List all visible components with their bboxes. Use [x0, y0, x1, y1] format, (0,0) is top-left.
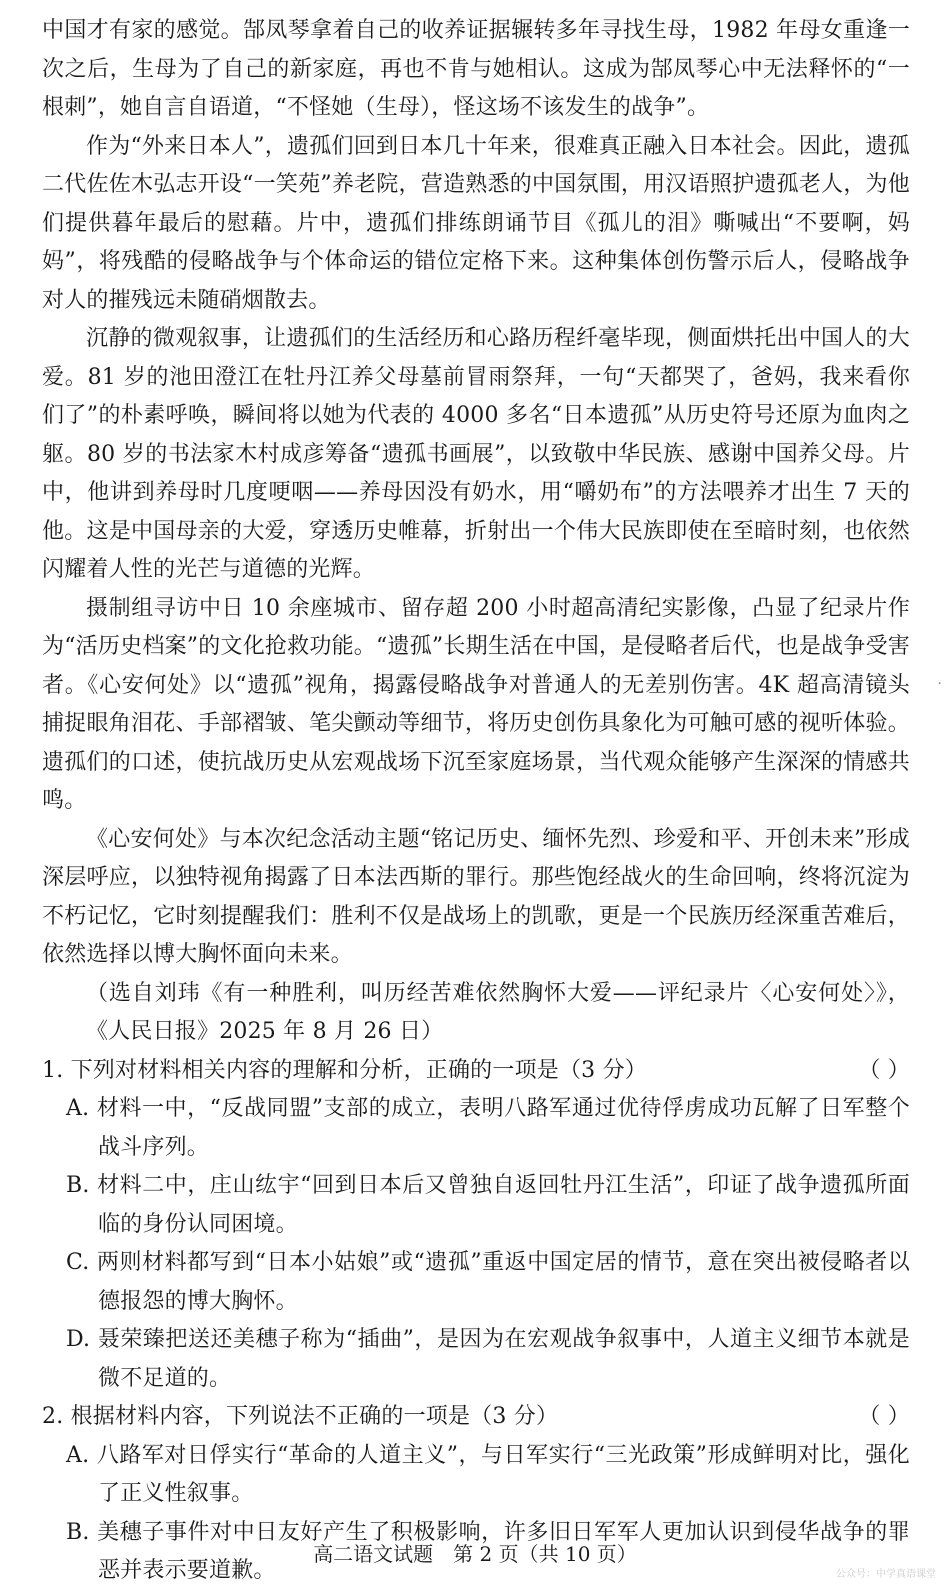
page-footer: 高二语文试题 第 2 页（共 10 页）	[313, 1542, 637, 1566]
question-1-answer-blank: （ ）	[858, 1057, 910, 1083]
passage-source-citation: （选自刘玮《有一种胜利，叫历经苦难依然胸怀大爱——评纪录片〈心安何处〉》，《人民日报》2025 年 8 月 26 日）	[86, 980, 910, 1044]
passage-paragraph-4: 摄制组寻访中日 10 余座城市、留存超 200 小时超高清纪实影像，凸显了纪录片作为“活历史档案”的文化抢救功能。“遗孤”长期生活在中国，是侵略者后代，也是战争受害者。《心安何处》以“遗孤”视角，揭露侵略战争对普通人的无差别伤害。4K 超高清镜头捕捉眼角泪花、手部褶皱、笔尖颤动等细节，将历史创伤具象化为可触可感的视听体验。遗孤们的口述，使抗战历史从宏观战场下沉至家庭场景，当代观众能够产生深深的情感共鸣。	[42, 595, 910, 813]
page-content	[42, 12, 910, 1591]
passage-paragraph-2: 作为“外来日本人”，遗孤们回到日本几十年来，很难真正融入日本社会。因此，遗孤二代佐佐木弘志开设“一笑苑”养老院，营造熟悉的中国氛围，用汉语照护遗孤老人，为他们提供暮年最后的慰藉。片中，遗孤们排练朗诵节目《孤儿的泪》嘶喊出“不要啊，妈妈”，将残酷的侵略战争与个体命运的错位定格下来。这种集体创伤警示后人，侵略战争对人的摧残远未随硝烟散去。	[42, 133, 910, 313]
question-2-option-a: A. 八路军对日俘实行“革命的人道主义”，与日军实行“三光政策”形成鲜明对比，强化了正义性叙事。	[66, 1442, 910, 1506]
question-1-option-c: C. 两则材料都写到“日本小姑娘”或“遗孤”重返中国定居的情节，意在突出被侵略者以德报怨的博大胸怀。	[66, 1250, 910, 1314]
question-2-option-b: B. 美穗子事件对中日友好产生了积极影响，许多旧日军军人更加认识到侵华战争的罪恶并表示要道歉。	[66, 1519, 910, 1583]
question-1	[42, 1052, 910, 1399]
question-1-stem: 1. 下列对材料相关内容的理解和分析，正确的一项是（3 分）	[42, 1057, 647, 1083]
question-1-stem-row	[42, 1052, 910, 1091]
passage-paragraph-3: 沉静的微观叙事，让遗孤们的生活经历和心路历程纤毫毕现，侧面烘托出中国人的大爱。81 岁的池田澄江在牡丹江养父母墓前冒雨祭拜，一句“天都哭了，爸妈，我来看你们了”的朴素呼唤，瞬间将以她为代表的 4000 多名“日本遗孤”从历史符号还原为血肉之躯。80 岁的书法家木村成彦筹备“遗孤书画展”，以致敬中华民族、感谢中国养父母。片中，他讲到养母时几度哽咽——养母因没有奶水，用“嚼奶布”的方法喂养才出生 7 天的他。这是中国母亲的大爱，穿透历史帷幕，折射出一个伟大民族即使在至暗时刻，也依然闪耀着人性的光芒与道德的光辉。	[42, 326, 910, 582]
question-2-stem: 2. 根据材料内容，下列说法不正确的一项是（3 分）	[42, 1404, 559, 1429]
question-1-option-b: B. 材料二中，庄山纮宇“回到日本后又曾独自返回牡丹江生活”，印证了战争遗孤所面临的身份认同困境。	[66, 1173, 910, 1237]
question-1-option-a: A. 材料一中，“反战同盟”支部的成立，表明八路军通过优待俘虏成功瓦解了日军整个战斗序列。	[66, 1096, 910, 1160]
question-2-stem-row	[42, 1398, 910, 1437]
watermark: 公众号：中学真语课堂	[836, 1569, 936, 1580]
question-2-answer-blank: （ ）	[858, 1404, 910, 1429]
passage-paragraph-1: 中国才有家的感觉。郜凤琴拿着自己的收养证据辗转多年寻找生母，1982 年母女重逢一次之后，生母为了自己的新家庭，再也不肯与她相认。这成为郜凤琴心中无法释怀的“一根刺”，她自言自语道，“不怪她（生母），怪这场不该发生的战争”。	[42, 18, 910, 120]
passage-paragraph-5: 《心安何处》与本次纪念活动主题“铭记历史、缅怀先烈、珍爱和平、开创未来”形成深层呼应，以独特视角揭露了日本法西斯的罪行。那些饱经战火的生命回响，终将沉淀为不朽记忆，它时刻提醒我们：胜利不仅是战场上的凯歌，更是一个民族历经深重苦难后，依然选择以博大胸怀面向未来。	[42, 826, 910, 967]
question-1-option-d: D. 聂荣臻把送还美穗子称为“插曲”，是因为在宏观战争叙事中，人道主义细节本就是微不足道的。	[66, 1327, 910, 1391]
margin-mark: ·	[937, 676, 942, 692]
